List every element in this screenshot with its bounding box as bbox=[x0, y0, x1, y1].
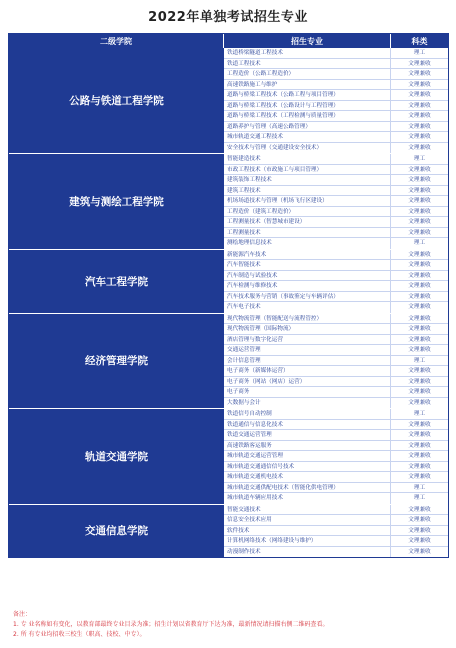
table-row bbox=[224, 154, 448, 165]
major-name: 汽车智能技术 bbox=[224, 260, 391, 270]
major-name: 工程造价（建筑工程造价） bbox=[224, 207, 391, 217]
subject-category: 文理兼收 bbox=[408, 326, 431, 332]
major-name: 建筑工程技术 bbox=[224, 186, 391, 196]
subject-category: 文理兼收 bbox=[408, 442, 431, 449]
table-row bbox=[224, 186, 448, 197]
subject-category: 文理兼收 bbox=[408, 315, 431, 322]
major-name: 铁道桥梁隧道工程技术 bbox=[224, 48, 391, 58]
college-name: 轨道交通学院 bbox=[9, 409, 224, 504]
subject-category: 文理兼收 bbox=[408, 113, 431, 119]
subject-category: 文理兼收 bbox=[408, 283, 431, 289]
table-row bbox=[224, 335, 448, 346]
major-name: 汽车检测与维修技术 bbox=[224, 281, 391, 291]
major-name: 道路养护与管理（高速公路管理） bbox=[224, 122, 391, 132]
subject-category: 理工 bbox=[413, 156, 426, 162]
table-row bbox=[224, 132, 448, 143]
college-name: 交通信息学院 bbox=[9, 505, 224, 558]
major-name: 高速铁路施工与维护 bbox=[224, 80, 391, 90]
subject-category: 文理兼收 bbox=[408, 517, 431, 523]
major-name: 智能建造技术 bbox=[224, 154, 391, 164]
subject-category: 文理兼收 bbox=[408, 527, 431, 534]
major-name: 工程测量技术 bbox=[224, 228, 391, 238]
subject-category: 理工 bbox=[413, 495, 426, 501]
table-row bbox=[224, 420, 448, 431]
table-row bbox=[224, 69, 448, 80]
major-name: 智能交通技术 bbox=[224, 505, 391, 515]
table-row bbox=[224, 483, 448, 494]
table-row bbox=[224, 526, 448, 537]
subject-category: 理工 bbox=[413, 240, 426, 246]
subject-category: 文理兼收 bbox=[408, 421, 431, 428]
table-row bbox=[224, 302, 448, 313]
major-name: 测绘地理信息技术 bbox=[224, 238, 391, 249]
subject-category: 文理兼收 bbox=[408, 177, 431, 183]
major-name: 城市轨道交通运营管理 bbox=[224, 451, 391, 461]
subject-category: 文理兼收 bbox=[408, 262, 431, 268]
table-row bbox=[224, 547, 448, 558]
table-row bbox=[224, 462, 448, 473]
college-group bbox=[9, 249, 448, 313]
table-row bbox=[224, 59, 448, 70]
table-row bbox=[224, 271, 448, 282]
subject-category: 文理兼收 bbox=[408, 187, 431, 194]
table-row bbox=[224, 430, 448, 441]
subject-category: 文理兼收 bbox=[408, 272, 431, 279]
college-name: 公路与铁道工程学院 bbox=[9, 48, 224, 153]
table-row bbox=[224, 441, 448, 452]
subject-category: 理工 bbox=[413, 357, 426, 364]
table-row bbox=[224, 493, 448, 504]
table-row bbox=[224, 377, 448, 388]
subject-category: 文理兼收 bbox=[408, 134, 431, 140]
header-college: 二级学院 bbox=[9, 34, 224, 48]
table-row bbox=[224, 250, 448, 261]
table-row bbox=[224, 238, 448, 249]
major-name: 汽车技术服务与营销（事故鉴定与车辆评估） bbox=[224, 292, 391, 302]
majors-table bbox=[8, 33, 449, 558]
major-name: 城市轨道交通机电技术 bbox=[224, 472, 391, 482]
table-row bbox=[224, 111, 448, 122]
table-row bbox=[224, 48, 448, 59]
major-name: 汽车制造与试验技术 bbox=[224, 271, 391, 281]
major-name: 电子商务 bbox=[224, 387, 391, 397]
major-name: 城市轨道车辆应用技术 bbox=[224, 493, 391, 504]
college-name: 汽车工程学院 bbox=[9, 250, 224, 313]
table-row bbox=[224, 165, 448, 176]
subject-category: 文理兼收 bbox=[408, 123, 431, 130]
major-name: 计算机网络技术（网络建设与维护） bbox=[224, 536, 391, 546]
major-name: 铁道信号自动控制 bbox=[224, 409, 391, 419]
major-name: 汽车电子技术 bbox=[224, 302, 391, 313]
table-row bbox=[224, 505, 448, 516]
subject-category: 文理兼收 bbox=[408, 347, 431, 353]
subject-category: 文理兼收 bbox=[408, 336, 431, 343]
subject-category: 文理兼收 bbox=[408, 144, 431, 151]
table-row bbox=[224, 207, 448, 218]
subject-category: 文理兼收 bbox=[408, 229, 431, 236]
major-name: 道路与桥梁工程技术（公路设计与工程管理） bbox=[224, 101, 391, 111]
subject-category: 文理兼收 bbox=[408, 453, 431, 459]
table-row bbox=[224, 314, 448, 325]
table-row bbox=[224, 175, 448, 186]
subject-category: 文理兼收 bbox=[408, 102, 431, 109]
major-name: 软件技术 bbox=[224, 526, 391, 536]
major-name: 机场场道技术与管理（机场飞行区建设） bbox=[224, 196, 391, 206]
table-row bbox=[224, 281, 448, 292]
major-name: 大数据与会计 bbox=[224, 398, 391, 409]
college-name: 建筑与测绘工程学院 bbox=[9, 154, 224, 249]
major-name: 城市轨道交通工程技术 bbox=[224, 132, 391, 142]
subject-category: 文理兼收 bbox=[408, 399, 431, 406]
subject-category: 文理兼收 bbox=[408, 389, 431, 395]
subject-category: 文理兼收 bbox=[408, 548, 431, 555]
major-name: 铁道交通运营管理 bbox=[224, 430, 391, 440]
major-name: 电子商务（网站（网店）运营） bbox=[224, 377, 391, 387]
major-name: 信息安全技术应用 bbox=[224, 515, 391, 525]
subject-category: 文理兼收 bbox=[408, 474, 431, 480]
notes bbox=[13, 610, 329, 640]
college-group bbox=[9, 153, 448, 249]
major-name: 工程造价（公路工程造价） bbox=[224, 69, 391, 79]
page-title: 2022年单独考试招生专业 bbox=[148, 10, 308, 25]
major-name: 会计信息管理 bbox=[224, 356, 391, 366]
table-row bbox=[224, 292, 448, 303]
major-name: 现代物流管理（智能配送与流程管控） bbox=[224, 314, 391, 324]
major-name: 道路与桥梁工程技术（公路工程与项目管理） bbox=[224, 90, 391, 100]
college-name: 经济管理学院 bbox=[9, 314, 224, 409]
table-row bbox=[224, 324, 448, 335]
major-name: 安全技术与管理（交通建设安全技术） bbox=[224, 143, 391, 154]
table-row bbox=[224, 90, 448, 101]
table-row bbox=[224, 366, 448, 377]
college-group bbox=[9, 408, 448, 504]
subject-category: 文理兼收 bbox=[408, 251, 431, 258]
subject-category: 文理兼收 bbox=[408, 304, 431, 310]
major-name: 动漫制作技术 bbox=[224, 547, 391, 558]
subject-category: 文理兼收 bbox=[408, 432, 431, 438]
table-body bbox=[9, 48, 448, 557]
notes-label: 备注： bbox=[13, 611, 32, 618]
major-name: 建筑装饰工程技术 bbox=[224, 175, 391, 185]
table-row bbox=[224, 356, 448, 367]
subject-category: 文理兼收 bbox=[408, 198, 431, 204]
major-name: 高速铁路客运服务 bbox=[224, 441, 391, 451]
notes-line-1: 1. 专 业名称如有变化，以教育部最终专业目录为准；招生计划以省教育厅下达为准，最新情况请扫描右侧二维码查看。 bbox=[13, 621, 329, 628]
major-name: 城市轨道交通通信信号技术 bbox=[224, 462, 391, 472]
subject-category: 理工 bbox=[413, 50, 426, 56]
table-row bbox=[224, 217, 448, 228]
subject-category: 理工 bbox=[413, 484, 426, 491]
major-name: 新能源汽车技术 bbox=[224, 250, 391, 260]
table-row bbox=[224, 260, 448, 271]
table-row bbox=[224, 143, 448, 154]
table-row bbox=[224, 536, 448, 547]
table-row bbox=[224, 515, 448, 526]
subject-category: 文理兼收 bbox=[408, 378, 431, 385]
notes-line-2: 2. 所 有专业均招收三校生（职高、技校、中专）。 bbox=[13, 631, 146, 638]
major-name: 酒店管理与数字化运营 bbox=[224, 335, 391, 345]
subject-category: 文理兼收 bbox=[408, 219, 431, 225]
table-row bbox=[224, 345, 448, 356]
major-name: 城市轨道交通供配电技术（智能化供电管理） bbox=[224, 483, 391, 493]
major-name: 道路与桥梁工程技术（工程检测与质量管理） bbox=[224, 111, 391, 121]
college-group bbox=[9, 504, 448, 558]
college-group bbox=[9, 313, 448, 409]
major-name: 铁道工程技术 bbox=[224, 59, 391, 69]
table-row bbox=[224, 451, 448, 462]
major-name: 工程测量技术（智慧城市建设） bbox=[224, 217, 391, 227]
table-row bbox=[224, 387, 448, 398]
table-row bbox=[224, 122, 448, 133]
subject-category: 理工 bbox=[413, 411, 426, 417]
subject-category: 文理兼收 bbox=[408, 208, 431, 215]
table-row bbox=[224, 398, 448, 409]
subject-category: 文理兼收 bbox=[408, 506, 431, 513]
table-row bbox=[224, 409, 448, 420]
major-name: 电子商务（新媒体运营） bbox=[224, 366, 391, 376]
subject-category: 文理兼收 bbox=[408, 92, 431, 98]
subject-category: 文理兼收 bbox=[408, 166, 431, 173]
header-subject: 科类 bbox=[411, 36, 428, 46]
subject-category: 文理兼收 bbox=[408, 71, 431, 77]
table-row bbox=[224, 228, 448, 239]
subject-category: 文理兼收 bbox=[408, 538, 431, 544]
table-row bbox=[224, 80, 448, 91]
header-major: 招生专业 bbox=[224, 34, 391, 48]
subject-category: 文理兼收 bbox=[408, 60, 431, 67]
college-group bbox=[9, 48, 448, 153]
major-name: 现代物流管理（国际物流） bbox=[224, 324, 391, 334]
major-name: 市政工程技术（市政施工与项目管理） bbox=[224, 165, 391, 175]
major-name: 交通运营管理 bbox=[224, 345, 391, 355]
major-name: 铁道通信与信息化技术 bbox=[224, 420, 391, 430]
table-header bbox=[9, 34, 448, 48]
subject-category: 文理兼收 bbox=[408, 463, 431, 470]
table-row bbox=[224, 101, 448, 112]
table-row bbox=[224, 472, 448, 483]
subject-category: 文理兼收 bbox=[408, 368, 431, 374]
subject-category: 文理兼收 bbox=[408, 81, 431, 88]
table-row bbox=[224, 196, 448, 207]
subject-category: 文理兼收 bbox=[408, 293, 431, 300]
